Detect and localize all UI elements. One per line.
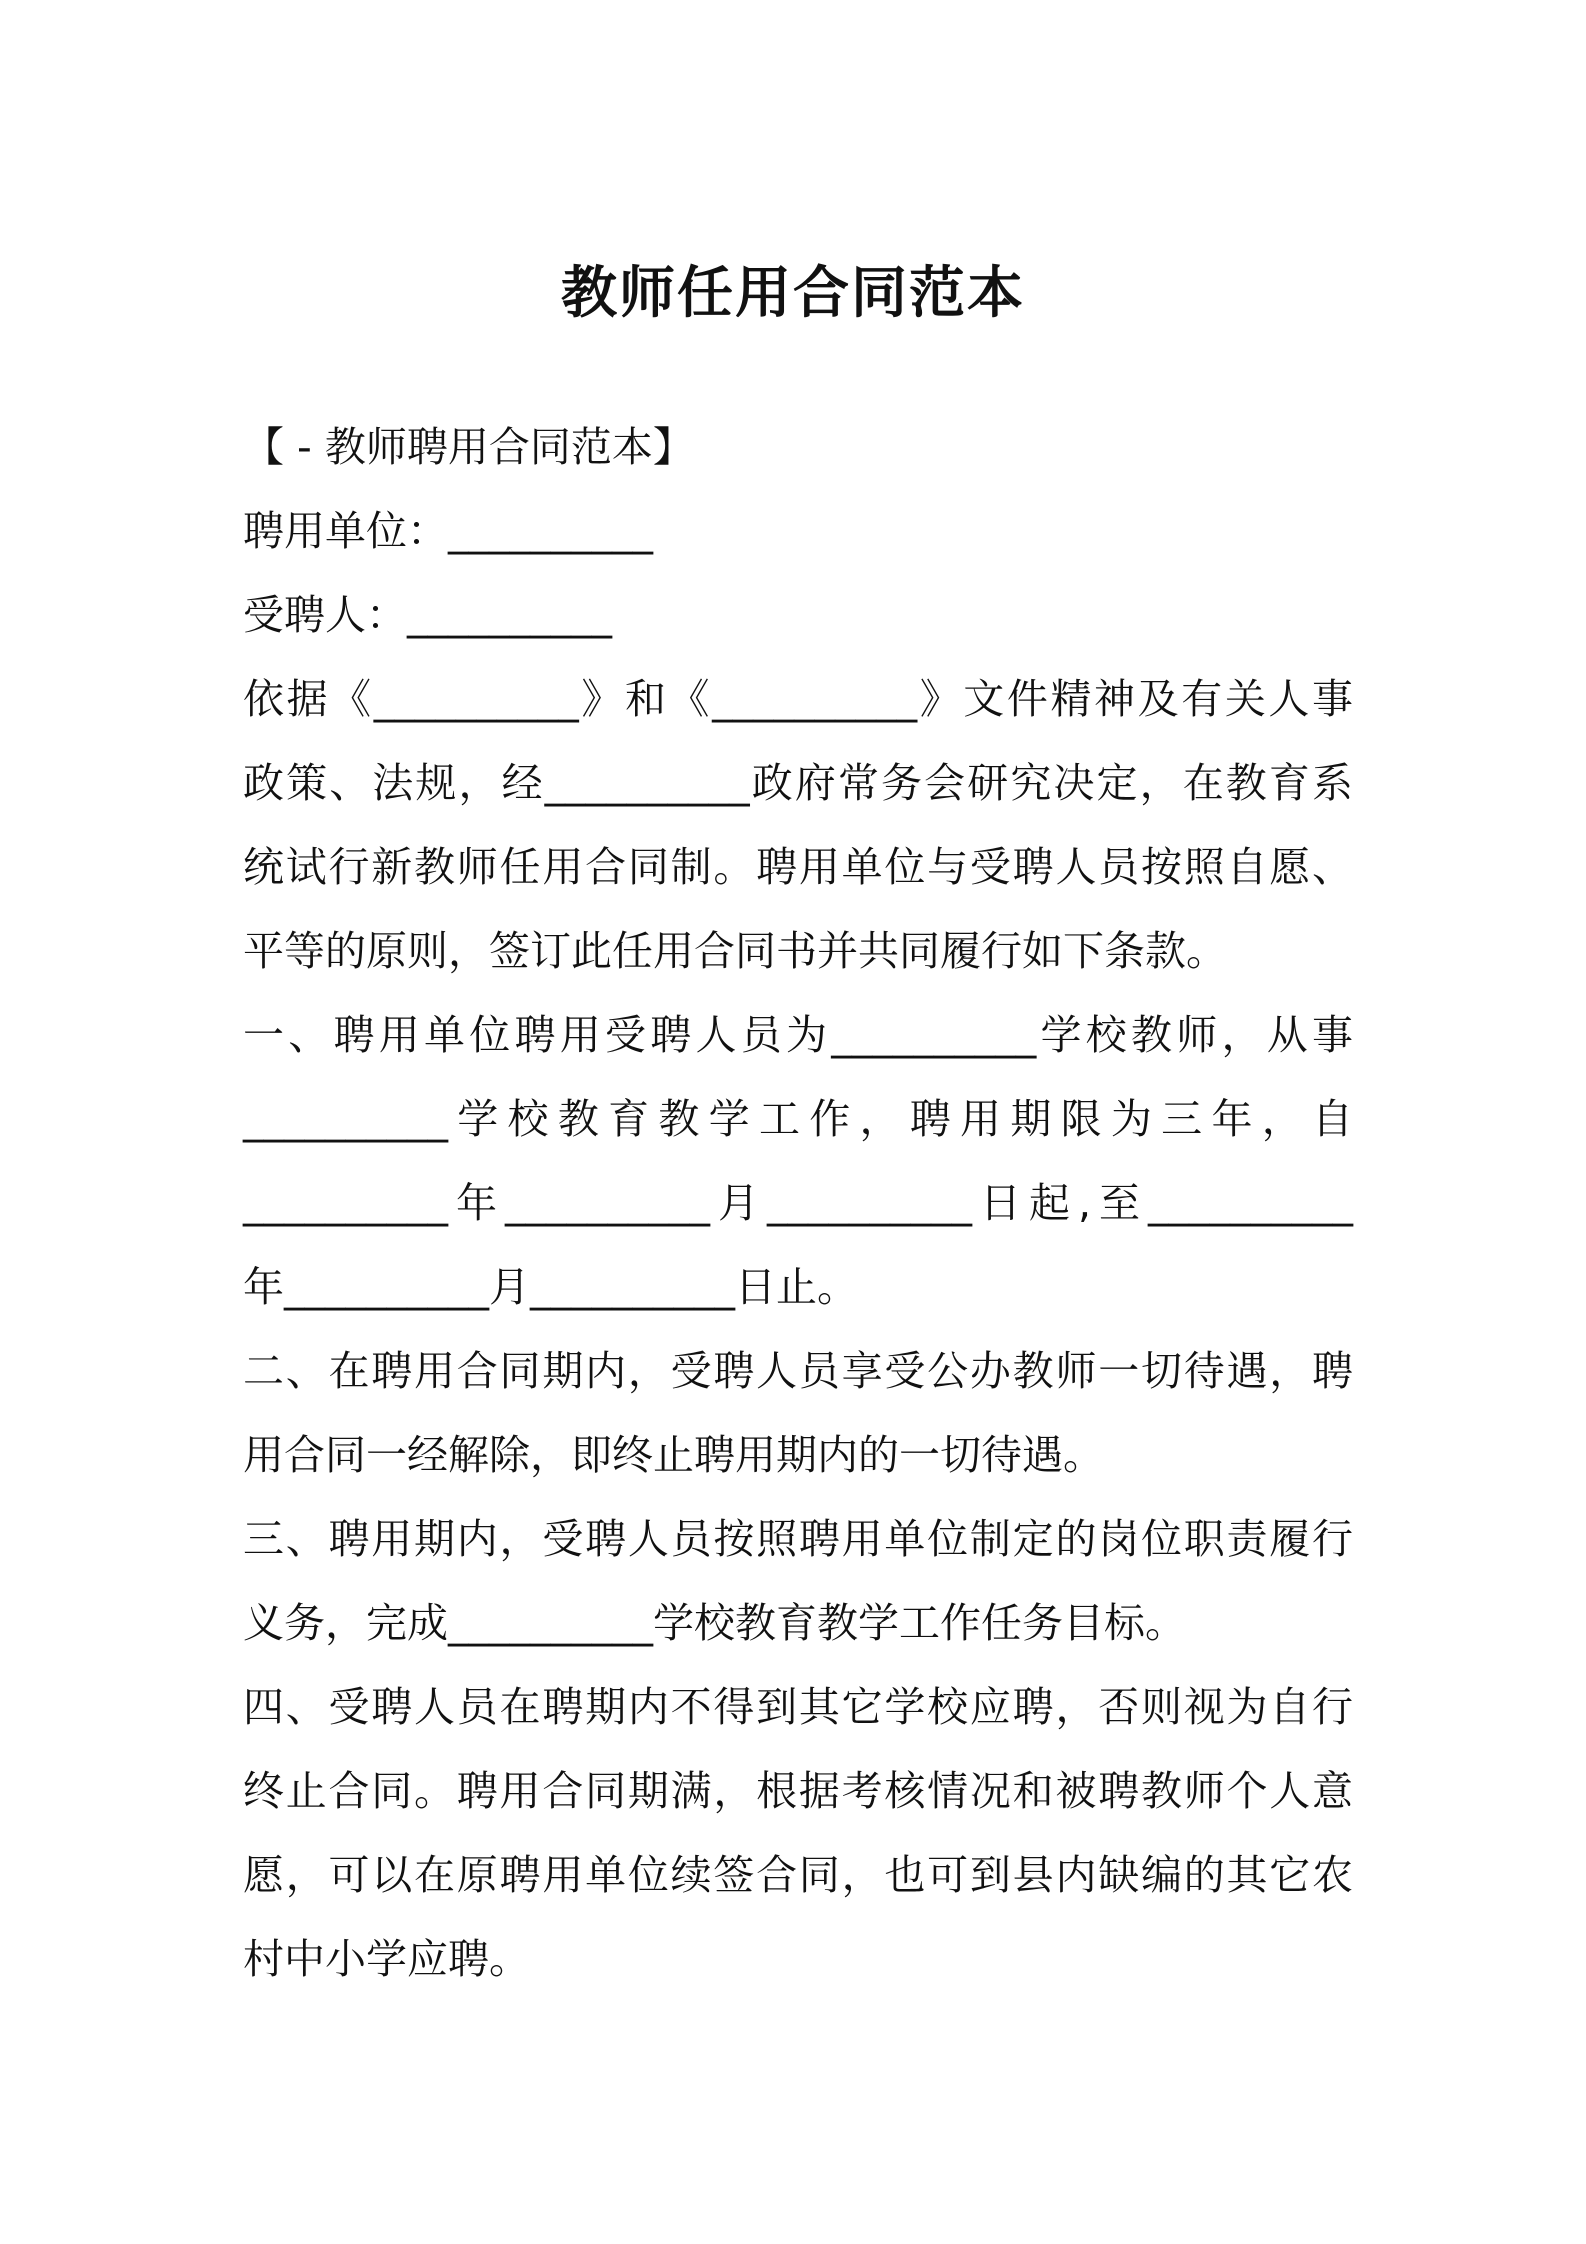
clause-1-line: __________学校教育教学工作，聘用期限为三年，自: [243, 1095, 1353, 1143]
section-heading: 【 - 教师聘用合同范本】: [243, 423, 694, 471]
clause-4-line: 愿，可以在原聘用单位续签合同，也可到县内缺编的其它农: [243, 1851, 1353, 1899]
document-title: 教师任用合同范本: [561, 261, 1025, 326]
paragraph-line: 统试行新教师任用合同制。聘用单位与受聘人员按照自愿、: [243, 843, 1353, 891]
employer-field: 聘用单位：__________: [243, 507, 653, 555]
employee-field: 受聘人：__________: [243, 591, 612, 639]
paragraph-line: 依据《__________》和《__________》文件精神及有关人事: [243, 675, 1353, 723]
clause-1-line: __________年__________月__________日起,至__________: [243, 1179, 1353, 1227]
clause-1-line: 年__________月__________日止。: [243, 1263, 858, 1311]
paragraph-line: 政策、法规，经__________政府常务会研究决定，在教育系: [243, 759, 1353, 807]
clause-4-line: 终止合同。聘用合同期满，根据考核情况和被聘教师个人意: [243, 1767, 1353, 1815]
paragraph-line: 平等的原则，签订此任用合同书并共同履行如下条款。: [243, 927, 1227, 975]
document-body: [243, 405, 1353, 2001]
clause-4-line: 村中小学应聘。: [243, 1935, 530, 1983]
clause-3-line: 义务，完成__________学校教育教学工作任务目标。: [243, 1599, 1186, 1647]
clause-3-line: 三、聘用期内，受聘人员按照聘用单位制定的岗位职责履行: [243, 1515, 1353, 1563]
clause-1-line: 一、聘用单位聘用受聘人员为__________学校教师，从事: [243, 1011, 1353, 1059]
clause-4-line: 四、受聘人员在聘期内不得到其它学校应聘，否则视为自行: [243, 1683, 1353, 1731]
clause-2-line: 用合同一经解除，即终止聘用期内的一切待遇。: [243, 1431, 1104, 1479]
clause-2-line: 二、在聘用合同期内，受聘人员享受公办教师一切待遇，聘: [243, 1347, 1353, 1395]
